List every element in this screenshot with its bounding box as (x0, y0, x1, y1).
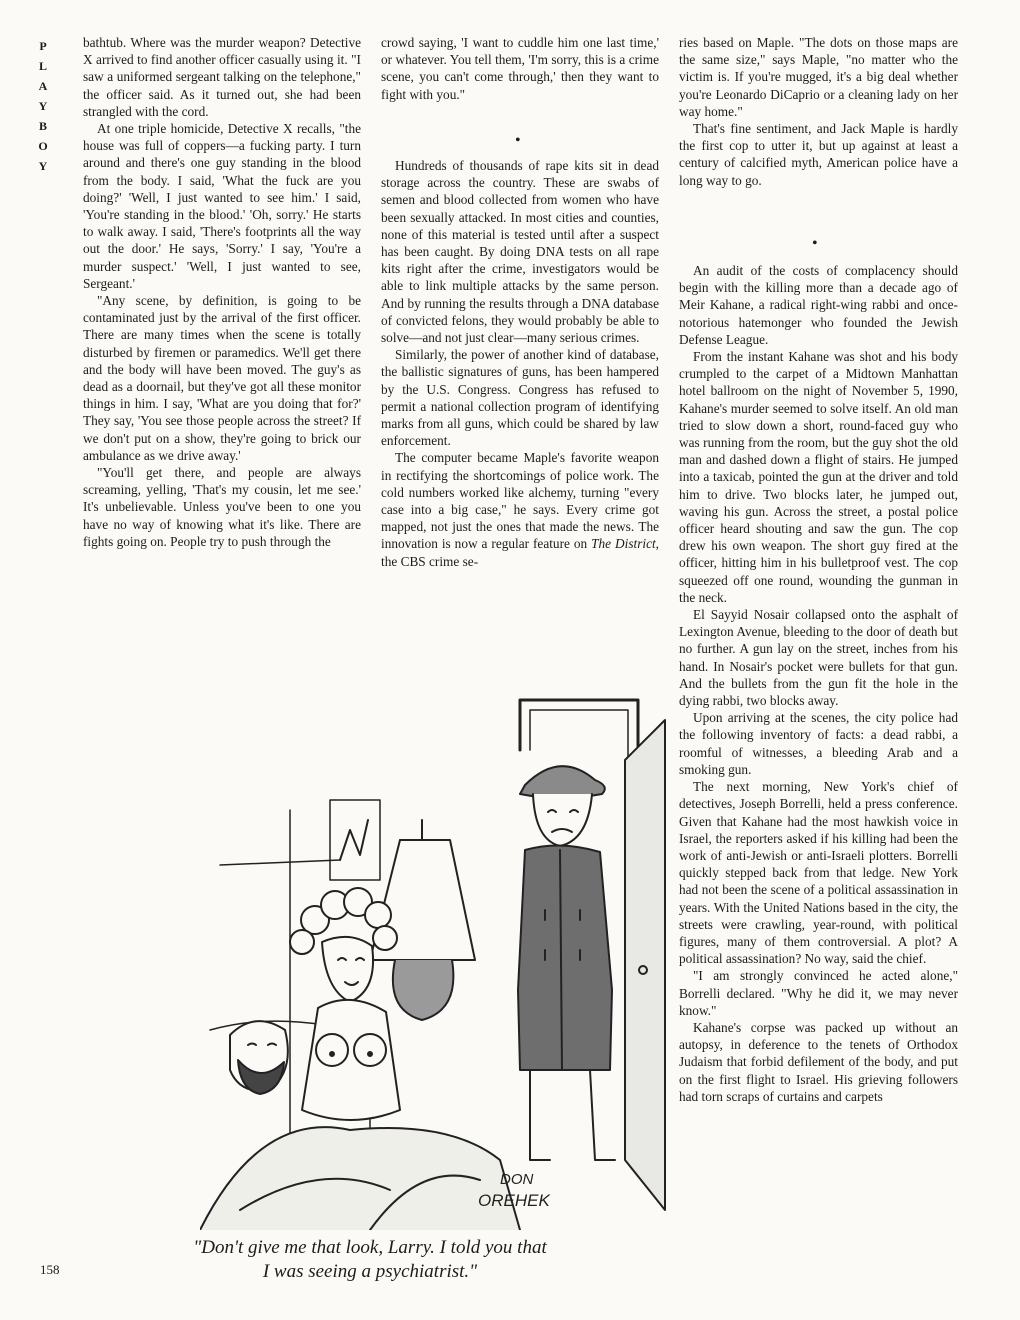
paragraph: crowd saying, 'I want to cuddle him one last time,' or whatever. You tell them, 'I'm sorry, this is a crime scene, you can't come through,' then they want to fight with you." (381, 35, 659, 102)
text-span: The computer became Maple's favorite weapon in rectifying the shortcomings of police work. The cold numbers worked like alchemy, turning "every case into a big case," he says. Every crime got mapped, not just the ones that made the news. The innovation is now a regular feature on (381, 450, 659, 552)
paragraph: Upon arriving at the scenes, the city police had the following inventory of facts: a dead rabbi, a roomful of witnesses, a bleeding Arab and a smoking gun. (679, 710, 958, 777)
magazine-letter: P (39, 39, 47, 53)
section-break-bullet: • (515, 132, 521, 149)
paragraph: ries based on Maple. "The dots on those maps are the same size," says Maple, "no matter who the victim is. If you're mugged, it's a big deal whether you're Leonardo DiCaprio or a cleaning lady on her way home." (679, 35, 958, 119)
paragraph: bathtub. Where was the murder weapon? Detective X arrived to find another officer casually using it. "I saw a uniformed sergeant talking on the telephone," the officer said. As it turned out, she had been strangled with the cord. (83, 35, 361, 119)
paragraph: "I am strongly convinced he acted alone," Borrelli declared. "Why he did it, we may never know." (679, 968, 958, 1018)
paragraph: Similarly, the power of another kind of database, the ballistic signatures of guns, has been hampered by the U.S. Congress. Congress has refused to permit a national collection program of identifying marks from all guns, which could be shared by law enforcement. (381, 347, 659, 449)
cartoon-caption (150, 1236, 590, 1284)
page-number: 158 (40, 1262, 60, 1277)
magazine-letter: O (38, 139, 48, 153)
paragraph: From the instant Kahane was shot and his body crumpled to the carpet of a Midtown Manhattan hotel ballroom on the night of November 5, 1990, Kahane's murder seemed to solve itself. An old man tried to slow down a short, round-faced guy who was running from the room, but the guy shot the old man and dashed down a flight of stairs. He jumped into a taxicab, pointed the gun at the driver and told him to drive. Two blocks later, he jumped out, waving his gun. Across the street, a postal police officer heard shouting and saw the gun. The cop drew his own weapon. The short guy fired at the officer, hitting him in his bulletproof vest. The cop squeezed off one round, wounding the gunman in the neck. (679, 349, 958, 605)
caption-line: I was seeing a psychiatrist." (262, 1261, 478, 1282)
caption-line: "Don't give me that look, Larry. I told you that (193, 1237, 547, 1258)
magazine-letter: A (38, 79, 48, 93)
paragraph: At one triple homicide, Detective X recalls, "the house was full of coppers—a fucking party. I turn around and there's one guy standing in the blood from the body. I said, 'What the fuck are you doing?' 'Well, I just wanted to see him.' I said, 'You're standing in the blood.' 'Oh, sorry.' He starts to walk away. I said, 'There's footprints all the way out the door.' He says, 'Sorry.' I say, 'You're a murder suspect.' 'Well, I just wanted to see, Sergeant.' (83, 121, 361, 291)
paragraph: That's fine sentiment, and Jack Maple is hardly the first cop to utter it, but up against at least a century of calcified myth, American police have a long way to go. (679, 121, 958, 188)
paragraph: Kahane's corpse was packed up without an autopsy, in deference to the tenets of Orthodox Judaism that forbid defilement of the body, and put on the first flight to Israel. His grieving followers had torn scraps of curtains and carpets (679, 1019, 958, 1104)
article-column-2-top (381, 34, 659, 103)
article-column-3-top (679, 34, 958, 189)
paragraph: An audit of the costs of complacency should begin with the killing more than a decade ago of Meir Kahane, a radical right-wing rabbi and once-notorious hatemonger who founded the Jewish Defense League. (679, 263, 958, 347)
magazine-letter: L (38, 59, 47, 73)
magazine-letter: Y (38, 159, 48, 173)
paragraph: "Any scene, by definition, is going to be contaminated just by the arrival of the first officer. There are many times when the scene is totally disturbed by firemen or paramedics. We'll get there and the body will have been moved. The guy's as dead as a doornail, but they've got all these monitor things in him. I say, 'What are you doing that for?' They say, 'You see those people across the street? If we don't put on a show, they're going to brick our ambulance as we drive away.' (83, 293, 361, 463)
paragraph: The next morning, New York's chief of detectives, Joseph Borrelli, held a press conference. Given that Kahane had the most hawkish voice in Israel, the reporters asked if his killing had been the work of anti-Jewish or anti-Israeli plotters. Borrelli quickly stepped back from that ledge. New York had not been the scene of a political assassination in years. With the United Nations based in the city, the streets were crawling, year-round, with political figures, many of them controversial. A plot? A political assassination? No way, said the chief. (679, 779, 958, 967)
cartoon-signature-line1: DON (500, 1171, 534, 1188)
magazine-vertical-title (34, 40, 52, 180)
paragraph (381, 449, 659, 569)
paragraph: "You'll get there, and people are always screaming, yelling, 'That's my cousin, let me see.' It's unbelievable. Unless you've been to one you have no way of knowing what it's like. There are fights going on. People try to push through the (83, 465, 361, 549)
paragraph: El Sayyid Nosair collapsed onto the asphalt of Lexington Avenue, bleeding to the door of death but no further. A gun lay on the street, inches from his hand. In Nosair's pocket were bullets for that gun. And the bullets from the gun fit the hole in the dying rabbi, two blocks away. (679, 607, 958, 709)
article-column-3 (679, 262, 958, 1105)
magazine-letter: Y (38, 99, 48, 113)
cartoon-illustration (200, 690, 670, 1230)
text-span: , the CBS crime se- (381, 536, 659, 569)
paragraph: Hundreds of thousands of rape kits sit in dead storage across the country. These are swabs of semen and blood collected from women who have been sexually attacked. In most cities and counties, none of this material is tested until after a suspect has been caught. By doing DNA tests on all rape kits right after the crime, investigators would be able to link multiple attacks by the same person. And by running the results through a DNA database of convicted felons, they would probably be able to solve—and not just clear—many serious crimes. (381, 158, 659, 346)
section-break-bullet: • (812, 235, 818, 252)
magazine-letter: B (38, 119, 47, 133)
cartoon-signature-line2: OREHEK (478, 1191, 550, 1210)
show-title: The District (591, 536, 656, 552)
article-column-1 (83, 34, 361, 550)
article-column-2 (381, 157, 659, 570)
